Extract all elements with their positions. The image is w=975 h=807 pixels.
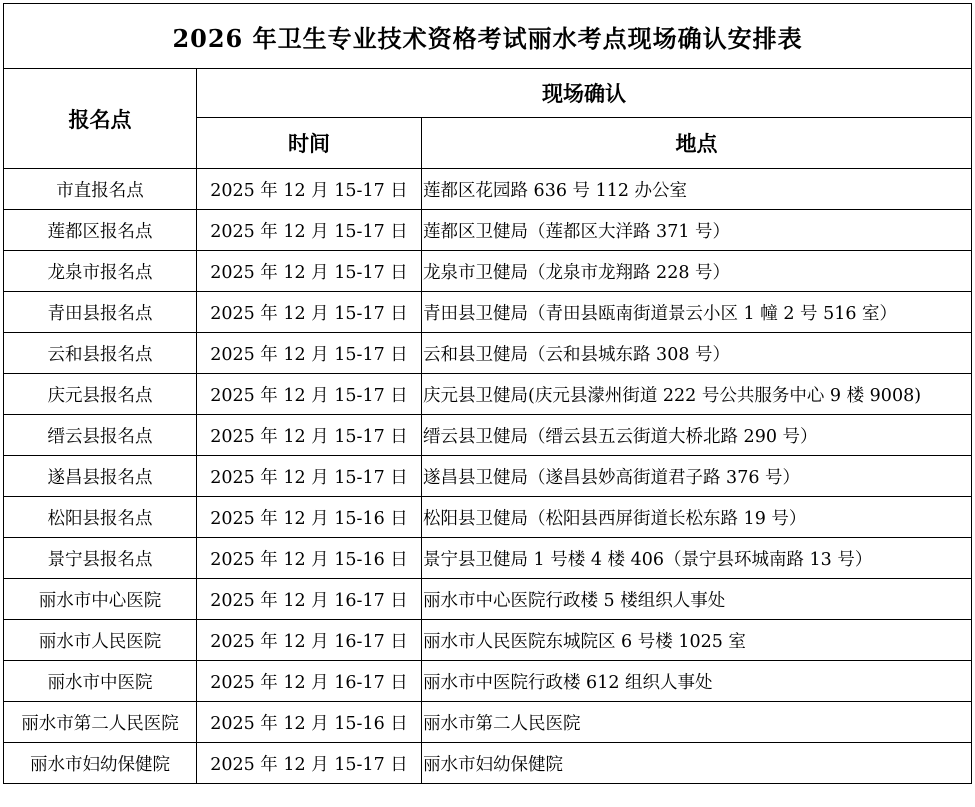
cell-site: 丽水市中心医院 bbox=[4, 579, 197, 620]
table-row bbox=[4, 702, 972, 743]
cell-time: 2025 年 12 月 16-17 日 bbox=[197, 661, 422, 702]
table-row bbox=[4, 579, 972, 620]
cell-place: 遂昌县卫健局（遂昌县妙高街道君子路 376 号） bbox=[422, 456, 972, 497]
cell-time: 2025 年 12 月 15-17 日 bbox=[197, 292, 422, 333]
table-row bbox=[4, 374, 972, 415]
table-body bbox=[4, 169, 972, 784]
cell-site: 丽水市妇幼保健院 bbox=[4, 743, 197, 784]
cell-site: 市直报名点 bbox=[4, 169, 197, 210]
cell-site: 丽水市人民医院 bbox=[4, 620, 197, 661]
cell-site: 青田县报名点 bbox=[4, 292, 197, 333]
cell-time: 2025 年 12 月 15-17 日 bbox=[197, 374, 422, 415]
cell-place: 缙云县卫健局（缙云县五云街道大桥北路 290 号） bbox=[422, 415, 972, 456]
cell-place: 莲都区花园路 636 号 112 办公室 bbox=[422, 169, 972, 210]
table-row bbox=[4, 415, 972, 456]
cell-time: 2025 年 12 月 15-16 日 bbox=[197, 497, 422, 538]
cell-place: 庆元县卫健局(庆元县濛州街道 222 号公共服务中心 9 楼 9008) bbox=[422, 374, 972, 415]
cell-time: 2025 年 12 月 15-17 日 bbox=[197, 456, 422, 497]
cell-time: 2025 年 12 月 15-16 日 bbox=[197, 702, 422, 743]
cell-time: 2025 年 12 月 15-17 日 bbox=[197, 415, 422, 456]
cell-place: 丽水市妇幼保健院 bbox=[422, 743, 972, 784]
header-confirm: 现场确认 bbox=[197, 69, 972, 118]
cell-place: 龙泉市卫健局（龙泉市龙翔路 228 号） bbox=[422, 251, 972, 292]
cell-place: 丽水市中医院行政楼 612 组织人事处 bbox=[422, 661, 972, 702]
title-row bbox=[4, 4, 972, 69]
table-title: 2026 年卫生专业技术资格考试丽水考点现场确认安排表 bbox=[4, 4, 972, 69]
cell-time: 2025 年 12 月 15-17 日 bbox=[197, 251, 422, 292]
cell-site: 景宁县报名点 bbox=[4, 538, 197, 579]
table-row bbox=[4, 251, 972, 292]
cell-place: 丽水市中心医院行政楼 5 楼组织人事处 bbox=[422, 579, 972, 620]
table-row bbox=[4, 456, 972, 497]
cell-time: 2025 年 12 月 16-17 日 bbox=[197, 579, 422, 620]
cell-time: 2025 年 12 月 15-17 日 bbox=[197, 210, 422, 251]
table-row bbox=[4, 661, 972, 702]
cell-place: 景宁县卫健局 1 号楼 4 楼 406（景宁县环城南路 13 号） bbox=[422, 538, 972, 579]
cell-time: 2025 年 12 月 16-17 日 bbox=[197, 620, 422, 661]
header-place: 地点 bbox=[422, 118, 972, 169]
table-row bbox=[4, 333, 972, 374]
cell-site: 遂昌县报名点 bbox=[4, 456, 197, 497]
table-row bbox=[4, 538, 972, 579]
header-site: 报名点 bbox=[4, 69, 197, 169]
cell-time: 2025 年 12 月 15-17 日 bbox=[197, 169, 422, 210]
cell-place: 丽水市人民医院东城院区 6 号楼 1025 室 bbox=[422, 620, 972, 661]
cell-site: 松阳县报名点 bbox=[4, 497, 197, 538]
cell-site: 缙云县报名点 bbox=[4, 415, 197, 456]
table-row bbox=[4, 210, 972, 251]
cell-place: 青田县卫健局（青田县瓯南街道景云小区 1 幢 2 号 516 室） bbox=[422, 292, 972, 333]
cell-site: 丽水市中医院 bbox=[4, 661, 197, 702]
header-row-top bbox=[4, 69, 972, 118]
table-row bbox=[4, 292, 972, 333]
cell-site: 丽水市第二人民医院 bbox=[4, 702, 197, 743]
cell-site: 龙泉市报名点 bbox=[4, 251, 197, 292]
table-row bbox=[4, 169, 972, 210]
table-row bbox=[4, 620, 972, 661]
cell-time: 2025 年 12 月 15-17 日 bbox=[197, 743, 422, 784]
cell-site: 庆元县报名点 bbox=[4, 374, 197, 415]
cell-place: 云和县卫健局（云和县城东路 308 号） bbox=[422, 333, 972, 374]
cell-place: 莲都区卫健局（莲都区大洋路 371 号） bbox=[422, 210, 972, 251]
table-row bbox=[4, 743, 972, 784]
cell-site: 莲都区报名点 bbox=[4, 210, 197, 251]
table-row bbox=[4, 497, 972, 538]
cell-time: 2025 年 12 月 15-16 日 bbox=[197, 538, 422, 579]
header-time: 时间 bbox=[197, 118, 422, 169]
schedule-table bbox=[3, 3, 972, 784]
cell-place: 松阳县卫健局（松阳县西屏街道长松东路 19 号） bbox=[422, 497, 972, 538]
cell-place: 丽水市第二人民医院 bbox=[422, 702, 972, 743]
cell-time: 2025 年 12 月 15-17 日 bbox=[197, 333, 422, 374]
cell-site: 云和县报名点 bbox=[4, 333, 197, 374]
